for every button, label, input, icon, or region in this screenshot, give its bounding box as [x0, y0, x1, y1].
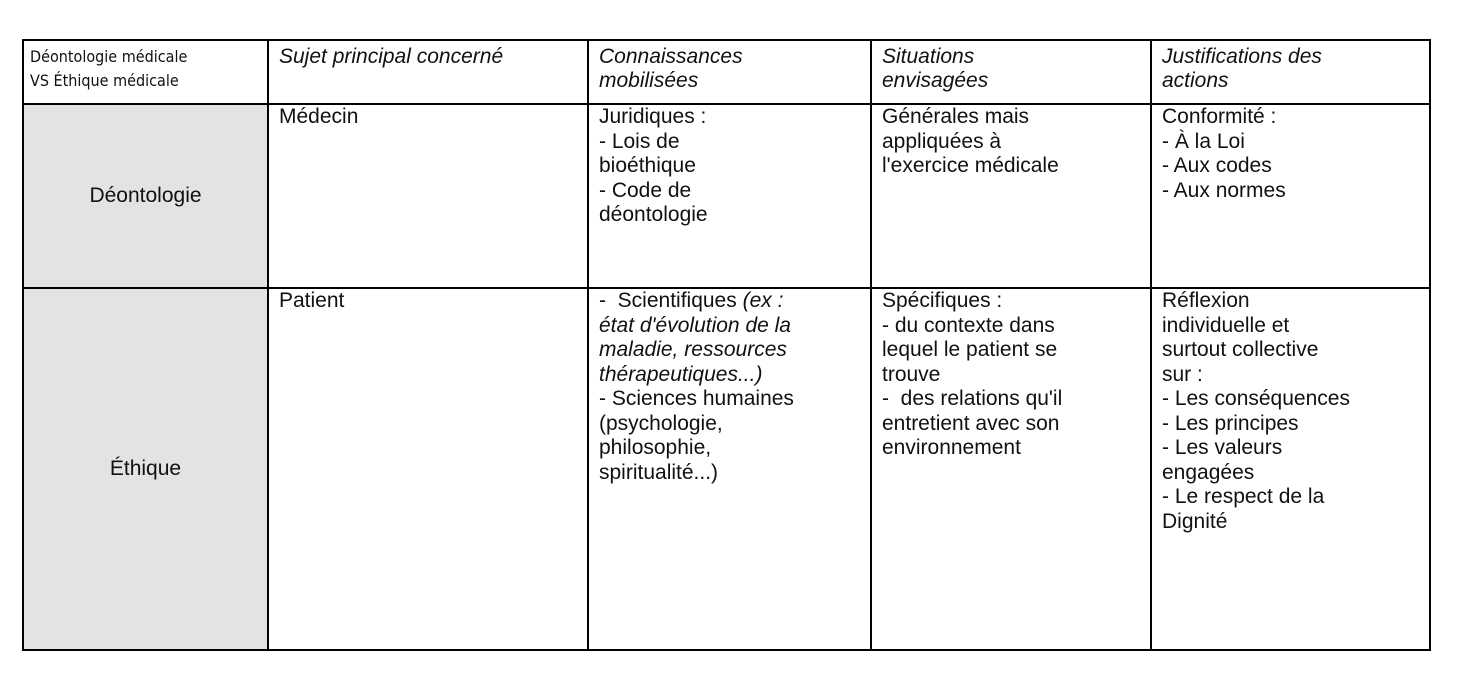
header-sujet [268, 40, 588, 104]
justifications-line: - Les valeurs [1162, 436, 1283, 459]
table-header-row [23, 40, 1430, 104]
situations-line: l'exercice médicale [882, 154, 1059, 177]
header-situations [871, 40, 1151, 104]
cell-situations-deontologie [871, 104, 1151, 288]
cell-sujet-ethique [268, 288, 588, 650]
justifications-line: - Le respect de la [1162, 485, 1325, 508]
sujet-text: Médecin [279, 105, 359, 128]
justifications-line: engagées [1162, 460, 1255, 484]
justifications-line: sur : [1162, 362, 1203, 386]
justifications-line: - Les principes [1162, 411, 1299, 435]
header-connaissances-line-1: Connaissances [599, 45, 743, 68]
cell-justifications-deontologie [1151, 104, 1430, 288]
header-sujet-label: Sujet principal concerné [279, 45, 504, 68]
situations-line: - du contexte dans [882, 313, 1055, 337]
justifications-line: - Les conséquences [1162, 387, 1350, 410]
justifications-line: Conformité : [1162, 105, 1277, 128]
cell-connaissances-deontologie [588, 104, 871, 288]
table-row-deontologie [23, 104, 1430, 288]
situations-line: appliquées à [882, 129, 1002, 153]
header-justifications-line-2: actions [1162, 69, 1229, 92]
situations-line: entretient avec son [882, 411, 1060, 435]
connaissances-line-5: - Sciences humaines [599, 387, 794, 410]
justifications-line: Dignité [1162, 509, 1228, 533]
justifications-line: Réflexion [1162, 289, 1250, 312]
connaissances-line-1 [599, 289, 860, 314]
connaissances-line: déontologie [599, 203, 708, 226]
comparison-table-container [22, 39, 1431, 651]
justifications-line: - Aux codes [1162, 154, 1272, 177]
header-situations-line-1: Situations [882, 45, 975, 68]
connaissances-line-8: spiritualité...) [599, 460, 719, 484]
corner-line-1: Déontologie médicale [30, 47, 188, 66]
cell-justifications-ethique [1151, 288, 1430, 650]
row-label-deontologie: Déontologie [23, 104, 268, 288]
situations-line: Spécifiques : [882, 289, 1003, 312]
sujet-text: Patient [279, 289, 345, 312]
situations-line: lequel le patient se [882, 338, 1058, 361]
table-row-ethique [23, 288, 1430, 650]
connaissances-line: Juridiques : [599, 105, 707, 128]
situations-line: - des relations qu'il [882, 387, 1063, 410]
header-justifications [1151, 40, 1430, 104]
connaissances-line-3: maladie, ressources [599, 338, 787, 361]
connaissances-italic-part: (ex : [742, 289, 784, 312]
connaissances-line: - Lois de [599, 129, 680, 153]
cell-sujet-deontologie [268, 104, 588, 288]
situations-line: Générales mais [882, 105, 1030, 128]
cell-connaissances-ethique [588, 288, 871, 650]
justifications-line: individuelle et [1162, 313, 1290, 337]
connaissances-line-2: état d'évolution de la [599, 313, 791, 337]
connaissances-line-4: thérapeutiques...) [599, 362, 763, 386]
connaissances-line-6: (psychologie, [599, 411, 723, 435]
corner-line-2: VS Éthique médicale [30, 71, 179, 90]
connaissances-line: - Code de [599, 178, 692, 202]
cell-situations-ethique [871, 288, 1151, 650]
header-justifications-line-1: Justifications des [1162, 45, 1322, 68]
connaissances-line-7: philosophie, [599, 436, 712, 459]
connaissances-line: bioéthique [599, 154, 696, 177]
connaissances-plain-part: - Scientifiques [599, 289, 743, 312]
situations-line: trouve [882, 362, 941, 386]
header-connaissances [588, 40, 871, 104]
header-connaissances-line-2: mobilisées [599, 69, 699, 92]
row-label-ethique: Éthique [23, 288, 268, 650]
header-corner-cell [23, 40, 268, 104]
header-situations-line-2: envisagées [882, 69, 989, 92]
justifications-line: surtout collective [1162, 338, 1319, 361]
justifications-line: - À la Loi [1162, 129, 1245, 153]
comparison-table [22, 39, 1431, 651]
justifications-line: - Aux normes [1162, 178, 1286, 202]
situations-line: environnement [882, 436, 1021, 459]
